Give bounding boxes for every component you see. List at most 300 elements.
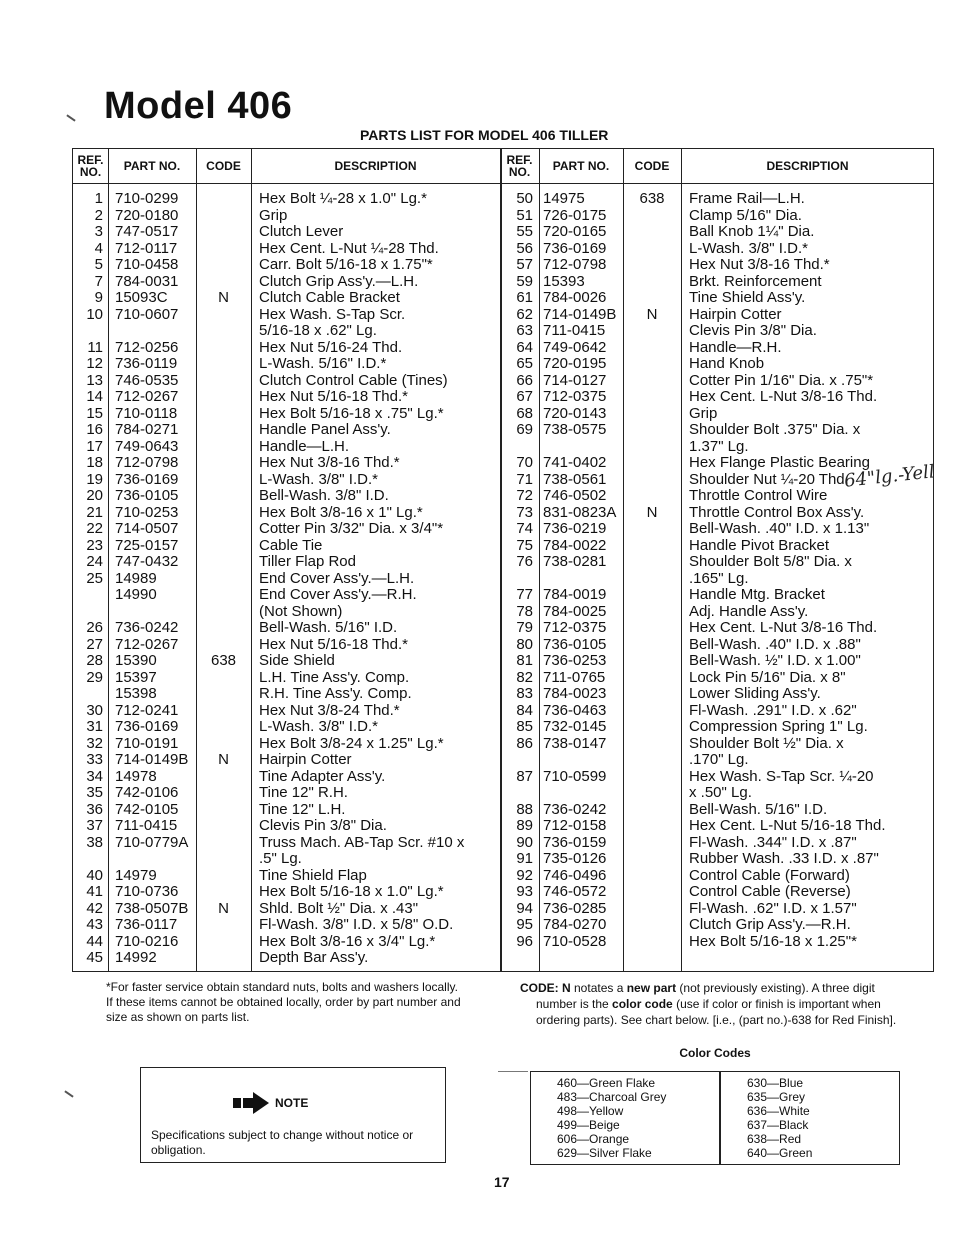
- description-cell: Grip: [259, 206, 288, 224]
- ref-no-cell: 62: [516, 305, 533, 323]
- description-cell: Bell-Wash. 5/16" I.D.: [689, 800, 828, 818]
- description-cell: Hex Cent. L-Nut 3/8-16 Thd.: [689, 619, 878, 636]
- ref-no-cell: 76: [516, 553, 533, 570]
- code-cell: [196, 505, 251, 522]
- description-cell: Hand Knob: [689, 355, 765, 372]
- description-cell: (Not Shown): [259, 602, 343, 620]
- description-cell: L.H. Tine Ass'y. Comp.: [259, 668, 410, 686]
- code-cell: [623, 604, 681, 621]
- part-no-cell: 710-0191: [115, 734, 179, 752]
- code-cell: [196, 257, 251, 274]
- description-cell: Tine 12" R.H.: [259, 784, 348, 801]
- description-cell: Clevis Pin 3/8" Dia.: [689, 322, 817, 339]
- ref-no-cell: [500, 785, 533, 802]
- code-note-new-part: new part: [626, 981, 677, 995]
- description-cell: Rubber Wash. .33 I.D. x .87": [689, 850, 879, 867]
- code-cell: [196, 340, 251, 357]
- code-cell: [623, 670, 681, 687]
- code-cell: [196, 719, 251, 736]
- code-cell: [196, 736, 251, 753]
- ref-no-cell: [500, 752, 533, 769]
- description-cell: Cotter Pin 1/16" Dia. x .75"*: [689, 371, 874, 389]
- part-no-cell: 712-0158: [543, 817, 607, 834]
- description-cell: Handle Pivot Bracket: [689, 536, 830, 554]
- part-no-cell: 14975: [543, 190, 585, 207]
- footnote-line: *For faster service obtain standard nuts, bolts and washers locally.: [106, 980, 458, 994]
- ref-no-cell: [73, 587, 103, 604]
- part-no-cell: 738-0561: [543, 470, 607, 488]
- description-cell: Clutch Grip Ass'y.—R.H.: [689, 916, 851, 933]
- code-cell: [623, 884, 681, 901]
- part-no-cell: 736-0285: [543, 899, 607, 917]
- description-cell: 5/16-18 x .62" Lg.: [259, 322, 377, 339]
- part-no-cell: 714-0127: [543, 371, 607, 389]
- part-no-cell: 784-0271: [115, 421, 179, 438]
- description-cell: Fl-Wash. .291" I.D. x .62": [689, 701, 857, 719]
- code-cell: N: [646, 305, 658, 323]
- description-cell: Lock Pin 5/16" Dia. x 8": [689, 668, 846, 686]
- description-cell: Clevis Pin 3/8" Dia.: [259, 817, 387, 834]
- ref-no-cell: 25: [86, 569, 103, 587]
- code-cell: [196, 554, 251, 571]
- ref-no-cell: 59: [516, 272, 533, 290]
- column-divider: [108, 149, 109, 971]
- description-cell: Clutch Control Cable (Tines): [259, 371, 448, 389]
- color-code-entry: 640—Green: [747, 1146, 813, 1160]
- code-cell: [623, 323, 681, 340]
- code-cell: 638: [210, 652, 237, 669]
- description-cell: 1.37" Lg.: [689, 437, 749, 455]
- part-no-cell: 749-0643: [115, 437, 179, 455]
- ref-no-cell: 36: [86, 800, 103, 818]
- part-no-cell: 742-0105: [115, 800, 179, 818]
- code-cell: N: [218, 899, 229, 917]
- code-cell: [623, 241, 681, 258]
- code-cell: [196, 571, 251, 588]
- ref-no-cell: 22: [86, 520, 103, 537]
- ref-no-cell: 38: [86, 833, 103, 851]
- part-no-cell: 15398: [115, 685, 157, 702]
- ref-no-cell: 83: [516, 685, 533, 702]
- ref-no-cell: 37: [86, 817, 103, 834]
- code-cell: [623, 637, 681, 654]
- code-cell: [623, 538, 681, 555]
- description-cell: .5" Lg.: [259, 850, 302, 867]
- part-no-cell: 712-0267: [115, 635, 179, 653]
- ref-no-cell: 88: [516, 800, 533, 818]
- part-no-cell: 831-0823A: [543, 503, 617, 521]
- code-cell: [623, 422, 681, 439]
- code-cell: [623, 257, 681, 274]
- part-column-right: [543, 191, 623, 950]
- part-no-cell: 736-0169: [115, 470, 179, 488]
- code-cell: [623, 224, 681, 241]
- page-subtitle: PARTS LIST FOR MODEL 406 TILLER: [360, 127, 609, 143]
- ref-no-cell: 40: [86, 866, 103, 884]
- code-cell: [196, 769, 251, 786]
- code-cell: [623, 340, 681, 357]
- code-cell: [623, 769, 681, 786]
- part-no-cell: 712-0798: [115, 454, 179, 471]
- part-no-cell: 784-0270: [543, 916, 607, 933]
- code-cell: [623, 356, 681, 373]
- part-no-cell: 738-0147: [543, 734, 607, 752]
- description-cell: Hex Nut 3/8-16 Thd.*: [259, 454, 400, 471]
- ref-no-cell: 43: [86, 916, 103, 933]
- code-cell: [196, 785, 251, 802]
- code-cell: [623, 439, 681, 456]
- part-no-cell: 720-0165: [543, 223, 607, 240]
- code-note-line-2: [520, 996, 920, 1012]
- part-no-cell: 738-0281: [543, 553, 607, 570]
- part-no-cell: [115, 851, 195, 868]
- code-cell: [196, 422, 251, 439]
- ref-no-cell: 13: [86, 371, 103, 389]
- description-cell: Tiller Flap Rod: [259, 553, 356, 570]
- part-no-cell: 749-0642: [543, 338, 607, 356]
- description-cell: Bell-Wash. ½" I.D. x 1.00": [689, 652, 861, 669]
- header-ref-no-left: REF. NO.: [77, 153, 104, 179]
- code-cell: [196, 620, 251, 637]
- code-cell: [196, 868, 251, 885]
- ref-no-cell: 2: [94, 206, 103, 224]
- ref-no-cell: 66: [516, 371, 533, 389]
- ref-no-cell: 78: [516, 602, 533, 620]
- description-column-right: [689, 190, 936, 950]
- color-code-entry: 630—Blue: [747, 1076, 804, 1090]
- code-cell: [196, 884, 251, 901]
- part-no-cell: 710-0736: [115, 883, 179, 900]
- code-cell: [623, 752, 681, 769]
- code-cell: [196, 406, 251, 423]
- ref-no-cell: 23: [86, 536, 103, 554]
- code-cell: [196, 587, 251, 604]
- part-no-cell: 15397: [115, 668, 157, 686]
- ref-no-cell: 75: [516, 536, 533, 554]
- code-cell: N: [218, 751, 229, 768]
- part-no-cell: 736-0169: [115, 718, 179, 735]
- code-cell: [196, 917, 251, 934]
- code-cell: [623, 389, 681, 406]
- ref-no-cell: 32: [86, 734, 103, 752]
- description-column-left: [259, 191, 499, 967]
- ref-no-cell: 45: [86, 949, 103, 966]
- ref-no-cell: 28: [86, 652, 103, 669]
- parts-table: [72, 148, 934, 972]
- ref-no-cell: [73, 851, 103, 868]
- ref-no-cell: 96: [516, 932, 533, 950]
- part-no-cell: 710-0118: [115, 404, 178, 422]
- code-cell: [623, 472, 681, 489]
- description-cell: Ball Knob 1¼" Dia.: [689, 223, 815, 240]
- ref-no-cell: 14: [86, 388, 103, 405]
- column-divider: [251, 149, 252, 971]
- ref-no-cell: 7: [94, 272, 103, 290]
- part-no-cell: 738-0575: [543, 421, 607, 438]
- part-no-cell: 784-0023: [543, 685, 607, 702]
- color-code-entry: 629—Silver Flake: [557, 1146, 652, 1160]
- ref-no-cell: 19: [86, 470, 103, 488]
- description-cell: Hex Wash. S-Tap Scr.: [259, 305, 406, 323]
- description-cell: Shoulder Nut ¼-20 Thd.: [689, 470, 849, 488]
- description-cell: .165" Lg.: [689, 569, 749, 587]
- part-no-cell: 14978: [115, 767, 157, 785]
- description-cell: Hex Bolt ¼-28 x 1.0" Lg.*: [259, 190, 427, 207]
- color-code-entry: 499—Beige: [557, 1118, 620, 1132]
- ref-no-cell: 67: [516, 388, 533, 405]
- part-no-cell: 784-0031: [115, 272, 179, 290]
- description-cell: Lower Sliding Ass'y.: [689, 685, 821, 702]
- code-cell: [196, 934, 251, 951]
- part-no-cell: 15093C: [115, 289, 168, 306]
- description-cell: .170" Lg.: [689, 751, 749, 768]
- description-cell: Throttle Control Wire: [689, 487, 828, 504]
- footnote-line: If these items cannot be obtained locally, order by part number and: [106, 995, 461, 1009]
- part-no-cell: [543, 752, 623, 769]
- note-line: Specifications subject to change without notice or: [151, 1128, 414, 1142]
- part-no-cell: 712-0241: [115, 701, 179, 719]
- description-cell: Hex Bolt 3/8-16 x 3/4" Lg.*: [259, 932, 436, 950]
- code-cell: [623, 274, 681, 291]
- ref-no-cell: 91: [516, 850, 533, 867]
- color-code-entry: 606—Orange: [557, 1132, 630, 1146]
- ref-no-cell: 80: [516, 635, 533, 653]
- code-cell: [623, 851, 681, 868]
- description-cell: Clutch Cable Bracket: [259, 289, 400, 306]
- code-cell: [623, 455, 681, 472]
- ref-no-cell: 42: [86, 899, 103, 917]
- ref-no-cell: 86: [516, 734, 533, 752]
- part-no-cell: 720-0195: [543, 355, 607, 372]
- description-cell: Fl-Wash. .344" I.D. x .87": [689, 833, 857, 851]
- description-cell: Hex Cent. L-Nut 5/16-18 Thd.: [689, 817, 886, 834]
- part-no-cell: 725-0157: [115, 536, 179, 554]
- description-cell: Shoulder Bolt 5/8" Dia. x: [689, 553, 852, 570]
- part-no-cell: 746-0572: [543, 883, 607, 900]
- description-cell: Throttle Control Box Ass'y.: [689, 503, 865, 521]
- header-code-right: CODE: [634, 159, 670, 173]
- ref-no-cell: 68: [516, 404, 533, 422]
- description-cell: Clutch Grip Ass'y.—L.H.: [259, 272, 419, 290]
- ref-no-cell: 33: [86, 751, 103, 768]
- part-no-cell: 747-0432: [115, 553, 179, 570]
- color-codes-left: [557, 1076, 666, 1160]
- code-cell: [196, 818, 251, 835]
- color-codes-table: [530, 1071, 900, 1165]
- description-cell: Hex Cent. L-Nut ¼-28 Thd.: [259, 239, 439, 257]
- code-note-text: notates a: [570, 981, 627, 995]
- color-codes-title: Color Codes: [679, 1046, 751, 1060]
- ref-no-cell: 26: [86, 619, 103, 636]
- description-cell: Hex Wash. S-Tap Scr. ¼-20: [689, 767, 874, 785]
- ref-no-cell: 69: [516, 421, 533, 438]
- description-cell: L-Wash. 5/16" I.D.*: [259, 355, 387, 372]
- description-cell: Grip: [689, 404, 718, 422]
- part-no-cell: 15390: [115, 652, 157, 669]
- code-cell: [196, 241, 251, 258]
- description-cell: Bell-Wash. 5/16" I.D.: [259, 619, 398, 636]
- code-cell: [623, 554, 681, 571]
- part-no-cell: 710-0299: [115, 190, 179, 207]
- ref-no-cell: 92: [516, 866, 533, 884]
- ref-no-cell: 82: [516, 668, 533, 686]
- code-cell: [623, 406, 681, 423]
- part-no-cell: 712-0117: [115, 239, 178, 257]
- code-cell: [196, 439, 251, 456]
- part-no-cell: 712-0267: [115, 388, 179, 405]
- code-note-text: number is the: [536, 997, 613, 1011]
- color-code-entry: 638—Red: [747, 1132, 802, 1146]
- header-code-left: CODE: [206, 159, 241, 173]
- part-no-cell: 732-0145: [543, 718, 607, 735]
- code-cell: [196, 851, 251, 868]
- ref-no-cell: 10: [86, 305, 103, 323]
- code-cell: [196, 191, 251, 208]
- color-code-entry: 636—White: [747, 1104, 810, 1118]
- code-cell: [196, 686, 251, 703]
- part-no-cell: 14979: [115, 866, 157, 884]
- part-column-left: [115, 191, 195, 967]
- code-cell: [623, 373, 681, 390]
- header-part-no-left: PART NO.: [123, 159, 181, 173]
- code-cell: [196, 488, 251, 505]
- ref-no-cell: 93: [516, 883, 533, 900]
- part-no-cell: 710-0779A: [115, 833, 189, 851]
- ref-no-cell: 17: [86, 437, 103, 455]
- code-cell: N: [646, 503, 658, 521]
- ref-no-cell: 35: [86, 784, 103, 801]
- code-cell: [196, 670, 251, 687]
- ref-no-cell: 21: [86, 503, 103, 521]
- ref-no-cell: [73, 323, 103, 340]
- code-cell: [196, 637, 251, 654]
- part-no-cell: 784-0026: [543, 289, 607, 306]
- part-no-cell: 736-0219: [543, 520, 607, 537]
- code-cell: [196, 802, 251, 819]
- code-cell: [196, 604, 251, 621]
- description-cell: Bell-Wash. 3/8" I.D.: [259, 487, 389, 504]
- color-code-entry: 483—Charcoal Grey: [557, 1090, 667, 1104]
- description-cell: Depth Bar Ass'y.: [259, 949, 369, 966]
- code-note-color-code: color code: [612, 997, 673, 1011]
- code-column-right: [623, 191, 681, 950]
- code-note-line-1: [520, 980, 920, 996]
- description-cell: Bell-Wash. .40" I.D. x .88": [689, 635, 861, 653]
- page-number: 17: [494, 1174, 510, 1190]
- ref-no-cell: 9: [94, 289, 103, 306]
- color-code-entry: 635—Grey: [747, 1090, 806, 1104]
- code-cell: [196, 274, 251, 291]
- part-no-cell: 711-0765: [543, 668, 606, 686]
- part-no-cell: 742-0106: [115, 784, 179, 801]
- code-cell: [623, 686, 681, 703]
- ref-no-cell: 4: [94, 239, 103, 257]
- description-cell: Control Cable (Reverse): [689, 883, 851, 900]
- description-cell: Hex Bolt 5/16-18 x 1.25"*: [689, 932, 857, 950]
- ref-no-cell: 70: [516, 454, 533, 471]
- description-cell: Carr. Bolt 5/16-18 x 1.75"*: [259, 256, 433, 273]
- code-cell: [623, 901, 681, 918]
- code-cell: [623, 587, 681, 604]
- part-no-cell: 720-0143: [543, 404, 607, 422]
- header-description-left: DESCRIPTION: [334, 159, 417, 173]
- code-cell: [623, 868, 681, 885]
- code-cell: [623, 653, 681, 670]
- description-cell: Hex Nut 5/16-18 Thd.*: [259, 635, 408, 653]
- ref-no-cell: 79: [516, 619, 533, 636]
- ref-no-cell: 34: [86, 767, 103, 785]
- code-cell: [623, 571, 681, 588]
- part-no-cell: 14990: [115, 586, 157, 603]
- ref-column-right: [500, 191, 533, 950]
- color-code-entry: 498—Yellow: [557, 1104, 624, 1118]
- ref-no-cell: 72: [516, 487, 533, 504]
- footnote: [106, 980, 496, 1025]
- part-no-cell: 738-0507B: [115, 899, 189, 917]
- code-cell: [623, 208, 681, 225]
- description-cell: x .50" Lg.: [689, 784, 752, 801]
- part-no-cell: 714-0507: [115, 520, 179, 537]
- description-cell: Hex Nut 3/8-16 Thd.*: [689, 256, 830, 273]
- part-no-cell: 714-0149B: [115, 751, 189, 768]
- ref-no-cell: 30: [86, 701, 103, 719]
- code-cell: [623, 785, 681, 802]
- ref-no-cell: 56: [516, 239, 533, 257]
- header-description-right: DESCRIPTION: [766, 159, 849, 173]
- ref-no-cell: 3: [94, 223, 103, 240]
- ref-no-cell: 31: [86, 718, 103, 735]
- ref-no-cell: 18: [86, 454, 103, 471]
- description-cell: Hairpin Cotter: [259, 751, 352, 768]
- ref-no-cell: 77: [516, 586, 533, 603]
- ref-no-cell: 44: [86, 932, 103, 950]
- footnote-line: size as shown on parts list.: [106, 1010, 250, 1024]
- part-no-cell: 736-0105: [115, 487, 179, 504]
- ref-no-cell: 15: [86, 404, 103, 422]
- part-no-cell: 735-0126: [543, 850, 607, 867]
- ref-no-cell: [73, 604, 103, 621]
- description-cell: Hex Nut 5/16-18 Thd.*: [259, 388, 408, 405]
- code-cell: [623, 620, 681, 637]
- color-code-entry: 637—Black: [747, 1118, 809, 1132]
- ref-no-cell: 65: [516, 355, 533, 372]
- column-divider: [719, 1072, 721, 1164]
- description-cell: Shoulder Bolt ½" Dia. x: [689, 734, 844, 752]
- description-cell: Tine Shield Flap: [259, 866, 367, 884]
- code-cell: [196, 224, 251, 241]
- ref-no-cell: 64: [516, 338, 533, 356]
- part-no-cell: 712-0375: [543, 619, 607, 636]
- handwritten-note: 64"lg.-Yell: [843, 461, 936, 492]
- ref-no-cell: 50: [516, 190, 533, 207]
- code-cell: [623, 290, 681, 307]
- ref-no-cell: 73: [516, 503, 533, 521]
- code-note: [520, 980, 920, 1028]
- part-no-cell: 736-0117: [115, 916, 178, 933]
- part-no-cell: 710-0253: [115, 503, 179, 521]
- part-no-cell: 14992: [115, 949, 157, 966]
- part-no-cell: 712-0256: [115, 338, 179, 356]
- ref-no-cell: [500, 439, 533, 456]
- description-cell: Side Shield: [259, 652, 335, 669]
- code-cell: [196, 472, 251, 489]
- code-cell: [623, 818, 681, 835]
- note-text: [151, 1128, 441, 1158]
- part-no-cell: 710-0216: [115, 932, 179, 950]
- code-column-left: [196, 191, 251, 967]
- ref-no-cell: 71: [516, 470, 533, 488]
- part-no-cell: [115, 604, 195, 621]
